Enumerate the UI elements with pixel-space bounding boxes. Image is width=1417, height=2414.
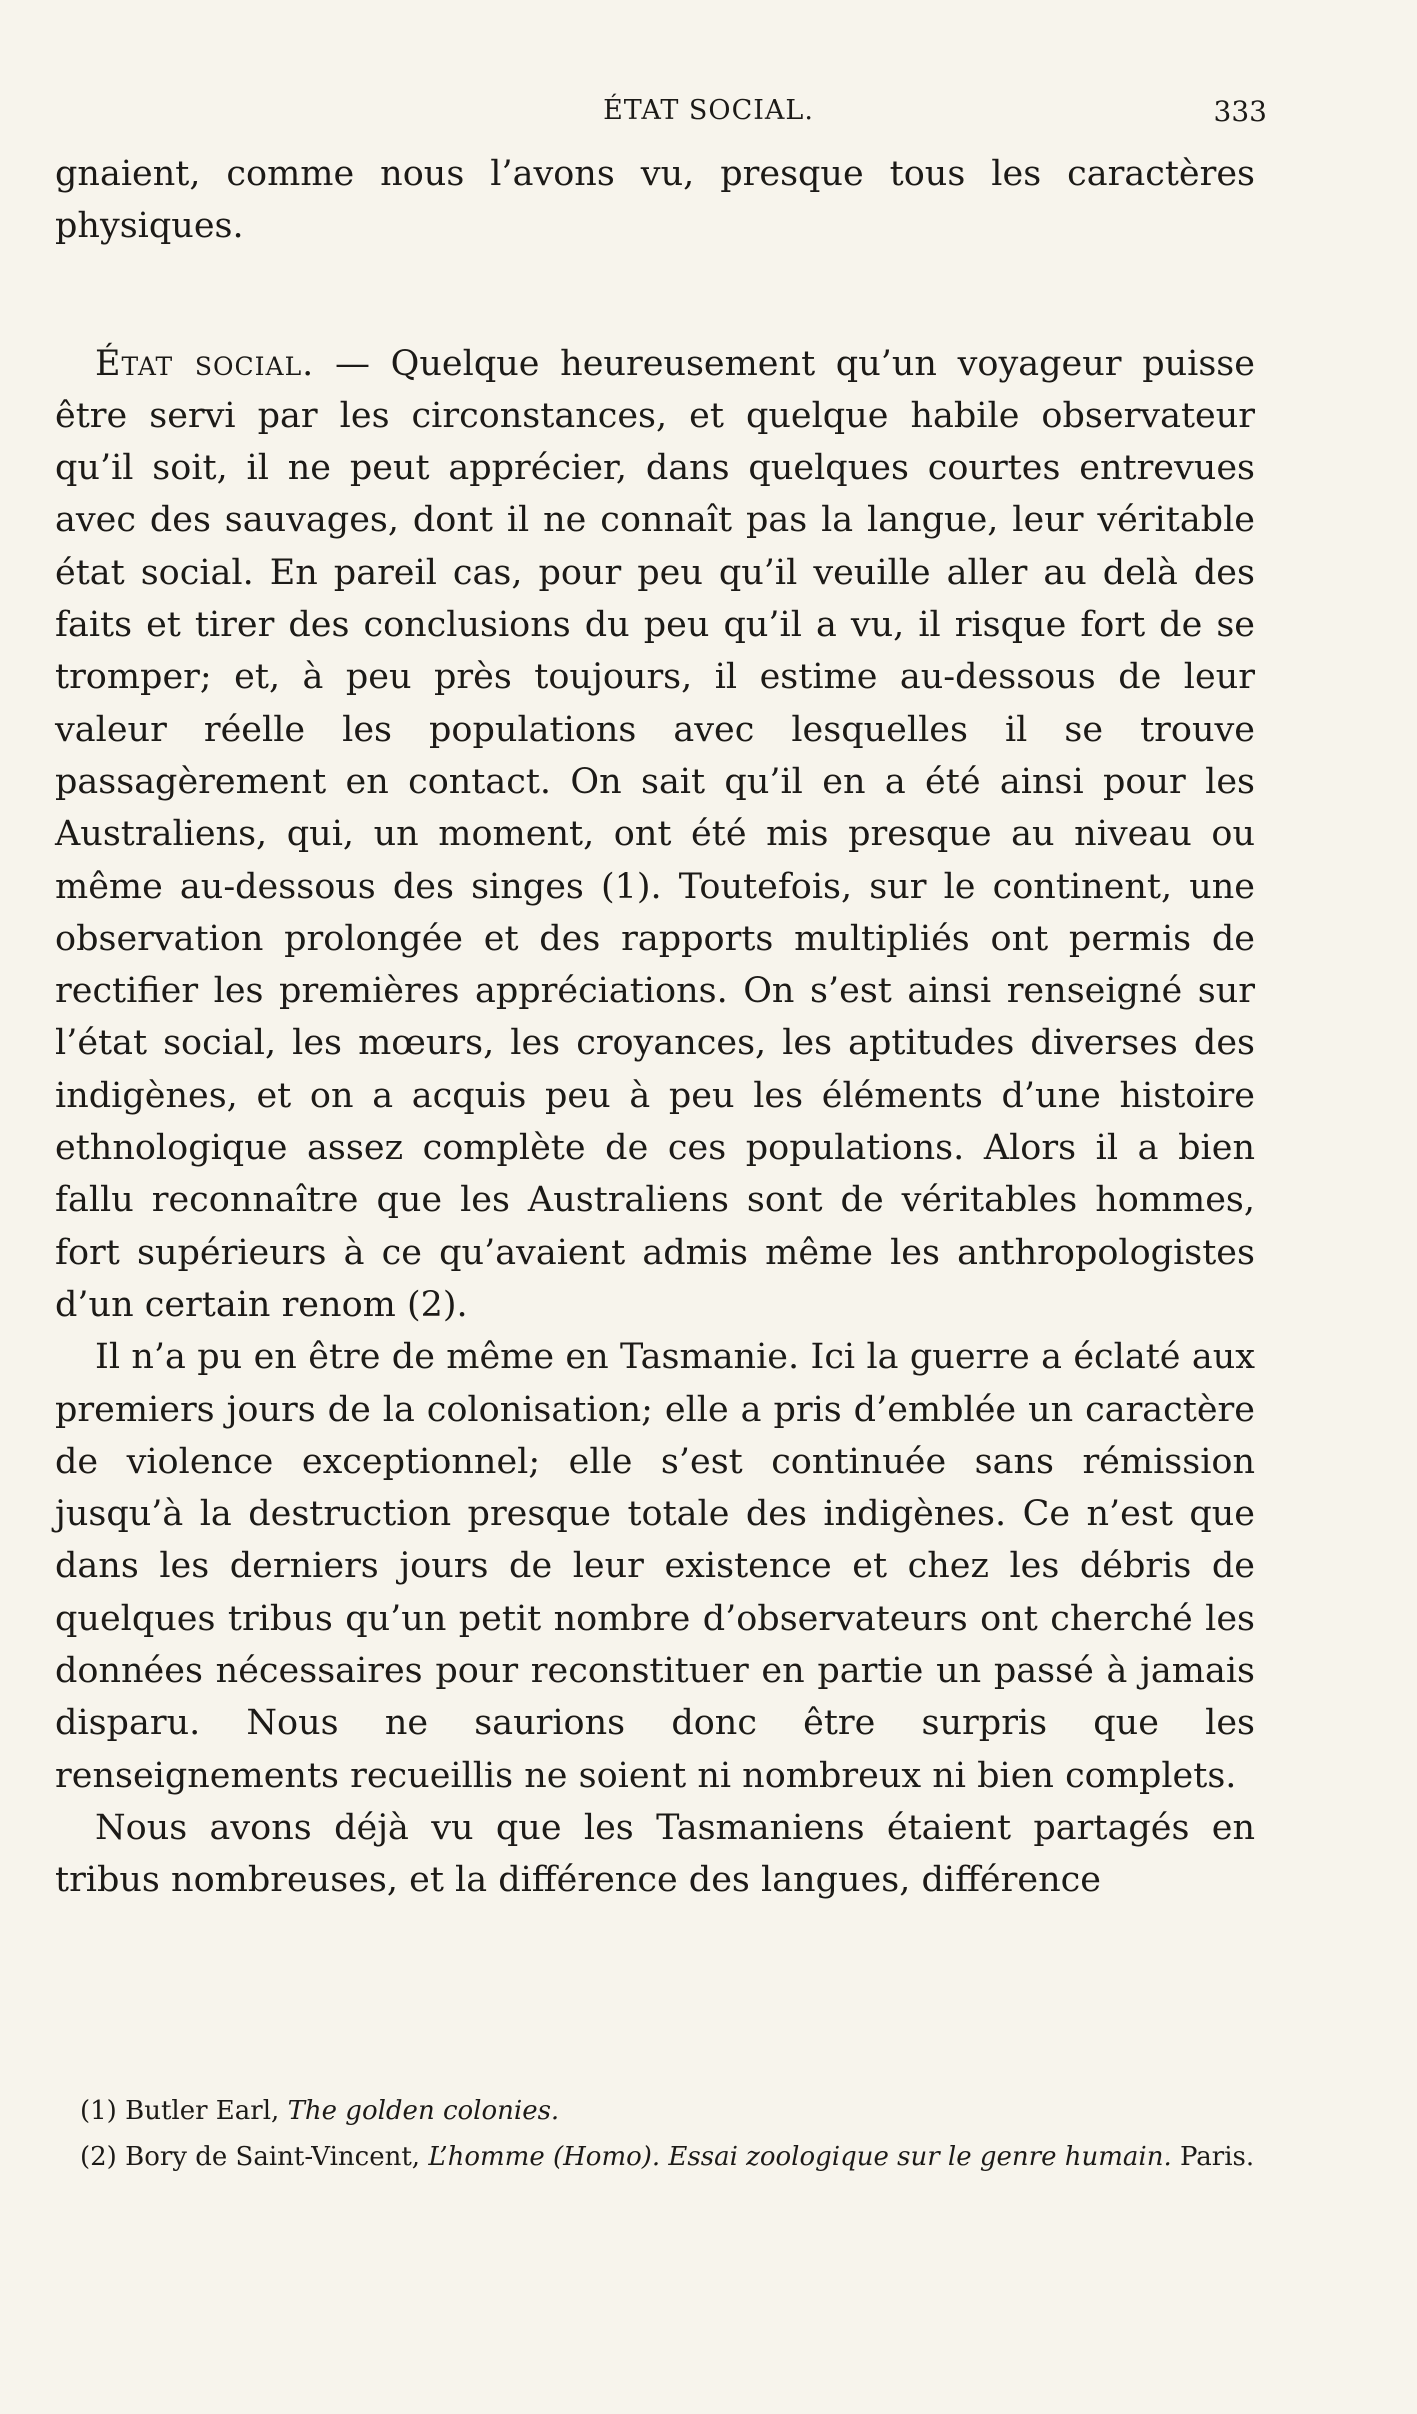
- body-text: [55, 148, 1255, 1907]
- footnote-1: [55, 2088, 1255, 2134]
- footnote-marker: (2): [80, 2142, 117, 2172]
- footnote-marker: (1): [80, 2096, 117, 2126]
- running-head: [0, 95, 1417, 135]
- page-number: 333: [1213, 95, 1267, 128]
- footnote-title: L’homme (Homo). Essai zoologique sur le genre humain.: [428, 2142, 1172, 2172]
- paragraph-etat-social: [55, 338, 1255, 1332]
- footnote-title: The golden colonies.: [287, 2096, 560, 2126]
- paragraph-tasmanie: Il n’a pu en être de même en Tasmanie. Ici la guerre a éclaté aux premiers jours de la colonisation; elle a pris d’emblée un caractère de violence exceptionnel; elle s’est continuée sans rémission jusqu’à la destruction presque totale des indigènes. Ce n’est que dans les derniers jours de leur existence et chez les débris de quelques tribus qu’un petit nombre d’observateurs ont cherché les données nécessaires pour reconstituer en partie un passé à jamais disparu. Nous ne saurions donc être surpris que les renseignements recueillis ne soient ni nombreux ni bien complets.: [55, 1337, 1255, 1796]
- paragraph-continuation: gnaient, comme nous l’avons vu, presque tous les caractères physiques.: [55, 154, 1255, 247]
- footnote-place: Paris.: [1171, 2142, 1255, 2172]
- paragraph-tribus: Nous avons déjà vu que les Tasmaniens étaient partagés en tribus nombreuses, et la différence des langues, différence: [55, 1807, 1255, 1901]
- section-lead: État social.: [95, 343, 315, 384]
- footnotes: [55, 2088, 1255, 2180]
- footnote-author: Bory de Saint-Vincent,: [116, 2142, 429, 2172]
- running-title: ÉTAT SOCIAL.: [603, 95, 814, 126]
- footnote-2: [55, 2134, 1255, 2180]
- paragraph-text: — Quelque heureusement qu’un voyageur puisse être servi par les circonstances, et quelque habile observateur qu’il soit, il ne peut apprécier, dans quelques courtes entrevues avec des sauvages, dont il ne connaît pas la langue, leur véritable état social. En pareil cas, pour peu qu’il veuille aller au delà des faits et tirer des conclusions du peu qu’il a vu, il risque fort de se tromper; et, à peu près toujours, il estime au-dessous de leur valeur réelle les populations avec lesquelles il se trouve passagèrement en contact. On sait qu’il en a été ainsi pour les Australiens, qui, un moment, ont été mis presque au niveau ou même au-dessous des singes (1). Toutefois, sur le continent, une observation prolongée et des rapports multipliés ont permis de rectifier les premières appréciations. On s’est ainsi renseigné sur l’état social, les mœurs, les croyances, les aptitudes diverses des indigènes, et on a acquis peu à peu les éléments d’une histoire ethnologique assez complète de ces populations. Alors il a bien fallu reconnaître que les Australiens sont de véritables hommes, fort supérieurs à ce qu’avaient admis même les anthropologistes d’un certain renom (2).: [55, 343, 1255, 1325]
- footnote-author: Butler Earl,: [116, 2096, 288, 2126]
